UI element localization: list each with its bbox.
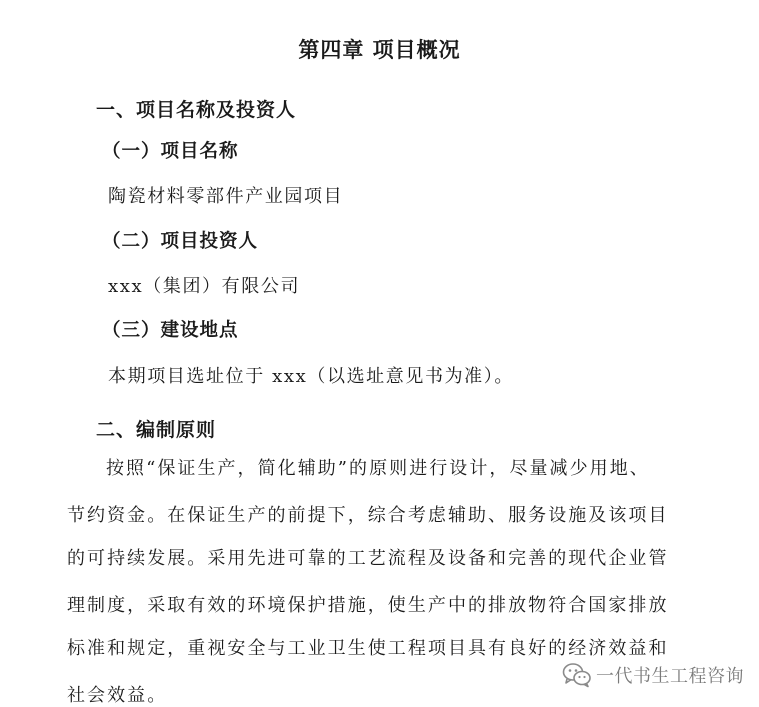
watermark — [562, 660, 744, 690]
chapter-title: 第四章 项目概况 — [298, 37, 461, 62]
wechat-icon — [562, 662, 592, 688]
paragraph-line: 社会效益。 — [67, 685, 168, 706]
subsection-heading-project-investor: （二）项目投资人 — [102, 231, 259, 252]
paragraph-line: 的可持续发展。采用先进可靠的工艺流程及设备和完善的现代企业管 — [67, 548, 669, 569]
paragraph-line: 理制度，采取有效的环境保护措施，使生产中的排放物符合国家排放 — [67, 595, 669, 616]
construction-site-text: 本期项目选址位于 xxx（以选址意见书为准）。 — [108, 366, 514, 387]
paragraph-line: 标准和规定，重视安全与工业卫生使工程项目具有良好的经济效益和 — [67, 638, 669, 659]
section-heading-project-name-investor: 一、项目名称及投资人 — [96, 99, 297, 121]
paragraph-line: 节约资金。在保证生产的前提下，综合考虑辅助、服务设施及该项目 — [67, 505, 669, 526]
project-name-text: 陶瓷材料零部件产业园项目 — [108, 186, 344, 207]
paragraph-line: 按照“保证生产，简化辅助”的原则进行设计，尽量减少用地、 — [106, 458, 650, 479]
section-heading-compilation-principles: 二、编制原则 — [96, 419, 217, 441]
project-investor-text: xxx（集团）有限公司 — [108, 276, 301, 297]
subsection-heading-project-name: （一）项目名称 — [102, 141, 239, 162]
subsection-heading-construction-site: （三）建设地点 — [102, 320, 239, 341]
watermark-text: 一代书生工程咨询 — [596, 666, 744, 687]
